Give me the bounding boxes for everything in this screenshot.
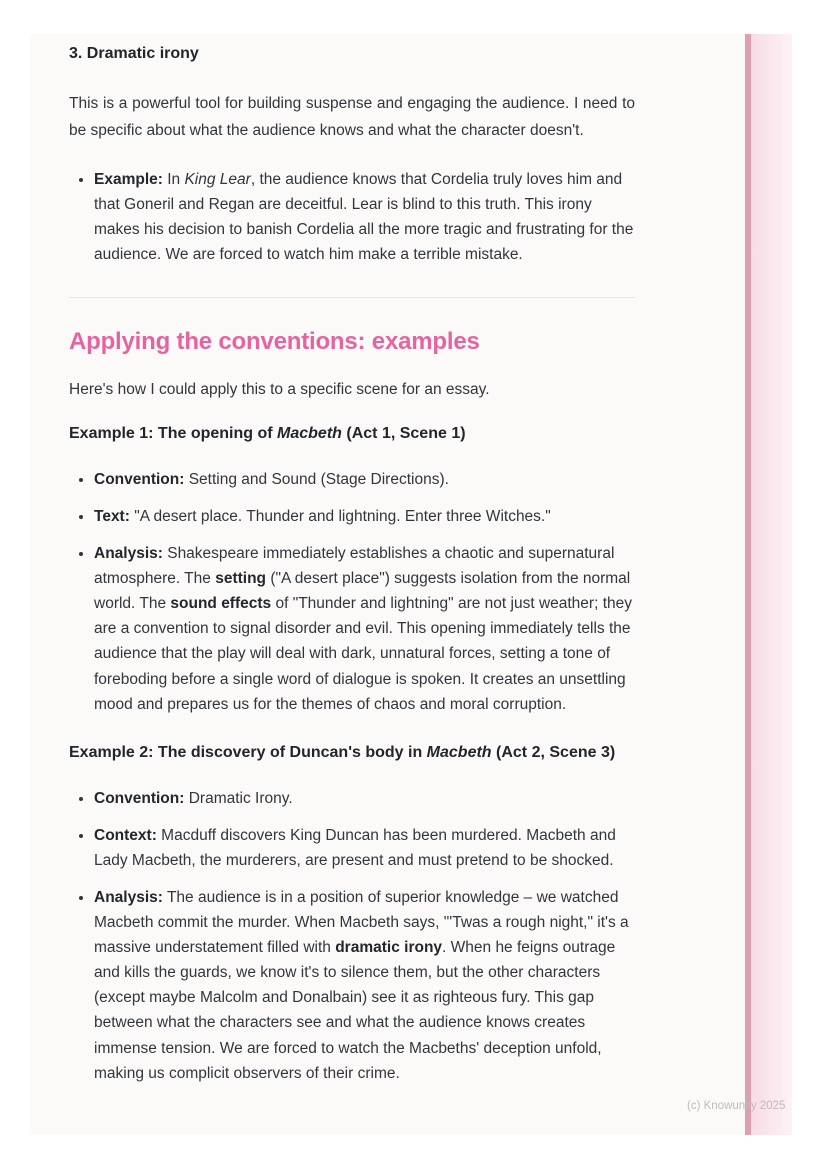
applying-intro: Here's how I could apply this to a specific scene for an essay. [69, 380, 490, 398]
list-item-context [94, 823, 635, 873]
dramatic-irony-heading: 3. Dramatic irony [69, 45, 199, 62]
list-item-text [94, 504, 635, 529]
emphasis-setting: setting [215, 570, 267, 588]
play-title: King Lear [184, 170, 251, 188]
text-run: , the audience knows that Cordelia truly loves him and that Goneril and Regan are deceitful. Lear is blind to this truth. This irony makes his decision to banish Cordelia all the more tragic and frustrating for the audience. We are forced to watch him make a terrible mistake. [94, 170, 634, 264]
list-item-example [94, 167, 635, 267]
example2-heading [69, 743, 635, 764]
note-content [69, 44, 635, 1112]
bullet-label: Convention: [94, 470, 185, 488]
list-item-convention [94, 786, 635, 811]
dramatic-irony-intro: This is a powerful tool for building suspense and engaging the audience. I need to be specific about what the audience knows and what the character doesn't. [69, 94, 635, 139]
text-run: Setting and Sound (Stage Directions). [184, 470, 449, 488]
text-run: Dramatic Irony. [184, 789, 293, 807]
text-run: of "Thunder and lightning" are not just weather; they are a convention to signal disorder and evil. This opening immediately tells the audience that the play will deal with dark, unnatural forces, setting a tone of foreboding before a single word of dialogue is spoken. It creates an unsettling mood and prepares us for the themes of chaos and moral corruption. [94, 595, 632, 713]
text-run: ("A desert place") suggests isolation from the normal world. The [94, 570, 631, 613]
example1-list [69, 467, 635, 717]
bullet-label: Example: [94, 170, 163, 188]
text-run: Example 1: The opening of [69, 424, 278, 442]
note-card [30, 34, 792, 1135]
text-run: Shakespeare immediately establishes a chaotic and supernatural atmosphere. The [94, 544, 615, 588]
example1-heading [69, 424, 635, 445]
section-divider [69, 297, 635, 298]
text-run: (Act 2, Scene 3) [491, 743, 616, 761]
applying-conventions-heading: Applying the conventions: examples [69, 328, 480, 356]
text-run: Macduff discovers King Duncan has been murdered. Macbeth and Lady Macbeth, the murderers, are present and must pretend to be shocked. [94, 826, 616, 869]
bullet-label: Context: [94, 826, 157, 844]
pink-stripe-band [751, 34, 792, 1135]
example2-list [69, 786, 635, 1086]
pink-stripe-line [745, 34, 751, 1135]
text-run: (Act 1, Scene 1) [341, 424, 466, 442]
text-run: . When he feigns outrage and kills the guards, we know it's to silence them, but the other characters (except maybe Malcolm and Donalbain) see it as righteous fury. This gap between what the characters see and what the audience knows creates immense tension. We are forced to watch the Macbeths' deception unfold, making us complicit observers of their crime. [94, 939, 616, 1082]
list-item-analysis [94, 541, 635, 717]
copyright-watermark: (c) Knowunity 2025 [687, 1100, 786, 1112]
bullet-label: Convention: [94, 789, 185, 807]
play-title: Macbeth [426, 743, 492, 761]
list-item-analysis [94, 885, 635, 1086]
bullet-label: Text: [94, 507, 130, 525]
bullet-label: Analysis: [94, 544, 163, 562]
play-title: Macbeth [277, 424, 342, 442]
list-item-convention [94, 467, 635, 492]
text-run: Example 2: The discovery of Duncan's body in [69, 743, 427, 761]
text-run: The audience is in a position of superior knowledge – we watched Macbeth commit the murder. When Macbeth says, "'Twas a rough night," it's a massive understatement filled with [94, 888, 629, 957]
bullet-label: Analysis: [94, 888, 163, 906]
text-run: "A desert place. Thunder and lightning. Enter three Witches." [129, 507, 551, 525]
dramatic-irony-list [69, 167, 635, 267]
emphasis-sound-effects: sound effects [170, 595, 272, 613]
emphasis-dramatic-irony: dramatic irony [335, 939, 443, 957]
text-run: In [162, 170, 185, 188]
